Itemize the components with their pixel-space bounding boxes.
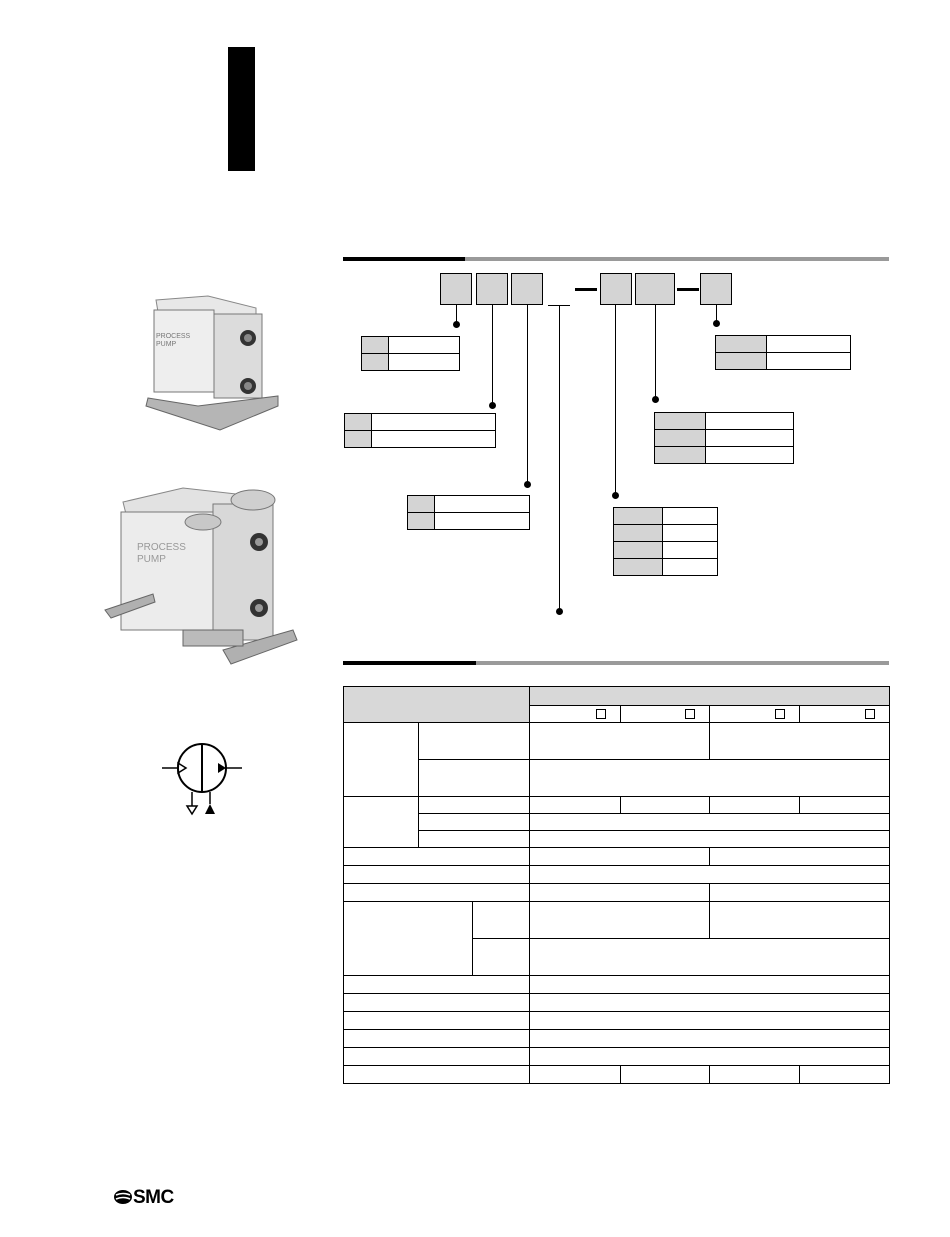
svg-text:PUMP: PUMP [137, 554, 166, 565]
spec-cell [710, 1066, 800, 1084]
spec-cell [419, 814, 530, 831]
option-table [407, 495, 530, 530]
square-placeholder-icon [685, 709, 695, 719]
leader-dot [713, 320, 720, 327]
spec-header-model [530, 687, 890, 706]
square-placeholder-icon [596, 709, 606, 719]
spec-cell [473, 902, 530, 939]
leader-line [655, 305, 656, 399]
leader-dot [652, 396, 659, 403]
spec-cell [530, 848, 710, 866]
leader-dot [556, 608, 563, 615]
spec-cell [344, 848, 530, 866]
spec-cell [530, 831, 890, 848]
spec-cell [344, 902, 473, 976]
code-box-4 [600, 273, 632, 305]
spec-cell [530, 760, 890, 797]
pump-photo-small [138, 288, 298, 438]
code-box-1 [440, 273, 472, 305]
spec-cell [710, 797, 800, 814]
model-cell [621, 706, 710, 723]
spec-cell [530, 884, 710, 902]
spec-cell [621, 1066, 710, 1084]
leader-dot [489, 402, 496, 409]
spec-cell [530, 814, 890, 831]
spec-cell [710, 884, 890, 902]
spec-cell [344, 976, 530, 994]
leader-dot [524, 481, 531, 488]
code-box-6 [700, 273, 732, 305]
spec-cell [800, 1066, 890, 1084]
spec-cell [530, 1030, 890, 1048]
specifications-table [343, 686, 890, 1084]
option-table [361, 336, 460, 371]
leader-line [559, 305, 560, 611]
code-box-3 [511, 273, 543, 305]
option-table [344, 413, 496, 448]
spec-cell [530, 994, 890, 1012]
svg-text:PROCESS: PROCESS [137, 542, 186, 553]
smc-logo: SMC [113, 1187, 174, 1209]
spec-cell [344, 866, 530, 884]
svg-text:PROCESS: PROCESS [156, 333, 191, 340]
how-to-order-rule [343, 257, 889, 261]
leader-line [615, 305, 616, 495]
option-table [654, 412, 794, 464]
code-box-5 [635, 273, 675, 305]
code-dash-1 [575, 288, 597, 291]
spec-cell [419, 760, 530, 797]
smc-logo-mark-icon [113, 1189, 133, 1205]
spec-cell [530, 1012, 890, 1030]
model-cell [530, 706, 621, 723]
spec-header-item [344, 687, 530, 723]
spec-cell [344, 1048, 530, 1066]
spec-cell [344, 1012, 530, 1030]
spec-cell [344, 797, 419, 848]
spec-cell [621, 797, 710, 814]
pump-symbol-icon [160, 738, 250, 818]
option-table [715, 335, 851, 370]
leader-line [527, 305, 528, 485]
specifications-rule [343, 661, 889, 665]
spec-cell [344, 1066, 530, 1084]
spec-cell [530, 797, 621, 814]
spec-cell [419, 723, 530, 760]
spec-cell [344, 884, 530, 902]
spec-cell [344, 994, 530, 1012]
spec-cell [530, 866, 890, 884]
spec-cell [530, 1048, 890, 1066]
spec-cell [419, 797, 530, 814]
spec-cell [344, 723, 419, 797]
svg-text:PUMP: PUMP [156, 341, 177, 348]
section-index-tab [228, 47, 255, 171]
spec-cell [710, 902, 890, 939]
option-table [613, 507, 718, 576]
spec-cell [473, 939, 530, 976]
spec-cell [710, 723, 890, 760]
spec-cell [530, 976, 890, 994]
leader-line [492, 305, 493, 405]
spec-cell [530, 723, 710, 760]
code-dash-2 [677, 288, 699, 291]
model-cell [710, 706, 800, 723]
leader-dot [453, 321, 460, 328]
spec-cell [344, 1030, 530, 1048]
square-placeholder-icon [865, 709, 875, 719]
code-box-2 [476, 273, 508, 305]
square-placeholder-icon [775, 709, 785, 719]
leader-dot [612, 492, 619, 499]
spec-cell [530, 939, 890, 976]
spec-cell [530, 902, 710, 939]
spec-cell [710, 848, 890, 866]
spec-cell [800, 797, 890, 814]
spec-cell [419, 831, 530, 848]
model-cell [800, 706, 890, 723]
pump-photo-large [103, 482, 303, 672]
spec-cell [530, 1066, 621, 1084]
